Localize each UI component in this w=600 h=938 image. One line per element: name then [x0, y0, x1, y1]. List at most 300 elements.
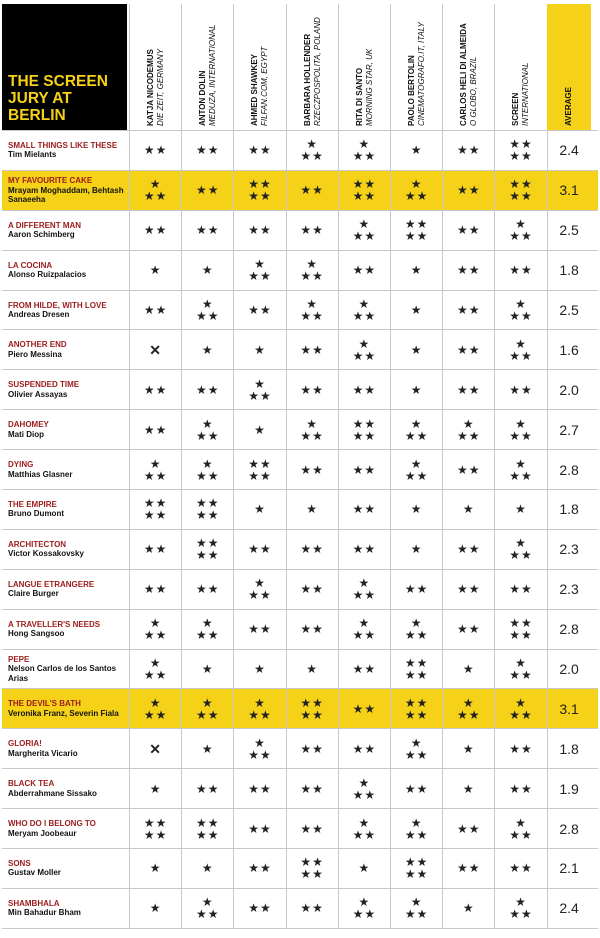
- film-row: [2, 170, 598, 210]
- average-score: 3.1: [547, 171, 591, 210]
- star-icon: ★: [410, 303, 423, 317]
- star-rating-cell: [181, 689, 233, 728]
- star-rating-cell: [338, 410, 390, 449]
- star-rating-cell: [233, 330, 285, 369]
- film-row: [2, 609, 598, 649]
- star-icon: ★★: [509, 861, 533, 876]
- star-rating-cell: [181, 291, 233, 330]
- star-icon: ★: [410, 143, 423, 158]
- film-row: [2, 728, 598, 768]
- film-title: ANOTHER END: [8, 340, 67, 350]
- star-rating-cell: [494, 251, 546, 290]
- star-rating-cell: [233, 849, 285, 888]
- star-icon: ★★: [143, 143, 168, 158]
- star-rating-cell: [442, 211, 494, 250]
- star-rating-cell: [233, 729, 285, 768]
- star-icon: ★★: [248, 223, 272, 238]
- star-icon: ★: [149, 781, 162, 796]
- star-icon: ★★: [196, 143, 220, 158]
- star-rating-cell: [286, 689, 338, 728]
- film-director: Abderrahmane Sissako: [8, 788, 97, 798]
- star-icon: ★★ ★★: [300, 695, 324, 722]
- juror-publication: MORNING STAR, UK: [364, 48, 374, 126]
- juror-name: KATJA NICODEMUS: [146, 49, 156, 126]
- star-icon: ★: [410, 542, 423, 557]
- star-icon: ★ ★★: [509, 416, 533, 443]
- star-rating-cell: [129, 570, 181, 609]
- star-rating-cell: [390, 650, 442, 689]
- star-rating-cell: [338, 849, 390, 888]
- star-icon: ★: [254, 662, 266, 677]
- star-icon: ★ ★★: [352, 217, 377, 244]
- star-rating-cell: [181, 610, 233, 649]
- star-icon: ★ ★★: [300, 257, 324, 284]
- cross-icon: ✕: [149, 341, 162, 358]
- star-icon: ★★: [300, 901, 324, 916]
- film-title: SUSPENDED TIME: [8, 380, 80, 390]
- film-director: Gustav Moller: [8, 868, 61, 878]
- star-rating-cell: [233, 809, 285, 848]
- star-icon: ★ ★★: [404, 177, 429, 204]
- film-director: Mrayam Moghaddam, Behtash Sanaeeha: [8, 185, 124, 205]
- average-score: 2.4: [547, 889, 591, 928]
- star-icon: ★ ★★: [509, 656, 533, 683]
- star-rating-cell: [233, 650, 285, 689]
- star-icon: ★★: [143, 303, 168, 317]
- star-icon: ★★: [457, 303, 481, 317]
- star-icon: ★ ★★: [143, 656, 168, 683]
- film-title: THE DEVIL'S BATH: [8, 699, 81, 709]
- star-rating-cell: [233, 689, 285, 728]
- film-director: Hong Sangsoo: [8, 629, 65, 639]
- film-row: [2, 449, 598, 489]
- star-rating-cell: [181, 729, 233, 768]
- star-rating-cell: [129, 291, 181, 330]
- star-icon: ★★: [457, 542, 481, 557]
- star-icon: ★ ★★: [143, 695, 168, 722]
- average-score: 2.7: [547, 410, 591, 449]
- star-rating-cell: [338, 291, 390, 330]
- film-info: [8, 530, 126, 569]
- star-icon: ★★: [300, 342, 324, 357]
- film-row: [2, 569, 598, 609]
- star-icon: ★★ ★★: [404, 217, 429, 244]
- star-rating-cell: [286, 610, 338, 649]
- star-icon: ★★ ★★: [509, 177, 533, 204]
- star-rating-cell: [494, 171, 546, 210]
- star-rating-cell: [390, 450, 442, 489]
- star-rating-cell: [390, 251, 442, 290]
- table-bottom-border: [2, 928, 598, 929]
- star-icon: ★★: [457, 861, 481, 876]
- star-rating-cell: [233, 610, 285, 649]
- film-info: [8, 769, 126, 808]
- star-rating-cell: [286, 410, 338, 449]
- star-icon: ★ ★★: [196, 297, 220, 323]
- star-rating-cell: [390, 570, 442, 609]
- star-rating-cell: [181, 490, 233, 529]
- film-info: [8, 370, 126, 409]
- film-title: A DIFFERENT MAN: [8, 220, 82, 230]
- film-info: [8, 171, 126, 210]
- star-icon: ★ ★★: [404, 735, 429, 762]
- star-rating-cell: [181, 769, 233, 808]
- film-row: [2, 888, 598, 928]
- star-rating-cell: [390, 211, 442, 250]
- juror-header: [129, 4, 182, 130]
- average-score: 1.8: [547, 490, 591, 529]
- star-icon: ★ ★★: [196, 695, 220, 722]
- film-info: [8, 131, 126, 170]
- film-title: THE EMPIRE: [8, 499, 57, 509]
- film-info: [8, 450, 126, 489]
- star-icon: ★★ ★★: [196, 536, 220, 563]
- star-icon: ★★: [509, 263, 533, 278]
- film-director: Meryam Joobeaur: [8, 828, 77, 838]
- star-rating-cell: [338, 490, 390, 529]
- average-score: 2.8: [547, 809, 591, 848]
- star-rating-cell: [286, 809, 338, 848]
- star-icon: ★: [254, 502, 266, 517]
- film-row: [2, 768, 598, 808]
- star-icon: ★ ★★: [404, 456, 429, 483]
- star-icon: ★★: [509, 781, 533, 796]
- star-icon: ★★: [248, 901, 272, 916]
- star-icon: ★: [254, 422, 266, 437]
- star-rating-cell: [338, 729, 390, 768]
- star-rating-cell: [233, 570, 285, 609]
- star-rating-cell: [390, 490, 442, 529]
- average-label: AVERAGE: [563, 87, 573, 126]
- star-icon: ★: [462, 741, 475, 756]
- average-score: 2.1: [547, 849, 591, 888]
- star-rating-cell: [286, 490, 338, 529]
- star-rating-cell: [233, 410, 285, 449]
- star-icon: ★★: [248, 781, 272, 796]
- star-icon: ★★: [457, 223, 481, 238]
- star-rating-cell: [442, 490, 494, 529]
- star-rating-cell: [286, 370, 338, 409]
- star-rating-cell: [442, 650, 494, 689]
- star-icon: ★: [149, 901, 162, 916]
- star-icon: ★★ ★★: [404, 695, 429, 722]
- film-info: [8, 650, 126, 689]
- star-icon: ★★: [352, 662, 377, 677]
- star-rating-cell: [129, 450, 181, 489]
- star-rating-cell: [233, 530, 285, 569]
- juror-publication: CINEMATOGRAFO.IT, ITALY: [417, 22, 427, 126]
- star-icon: ★ ★★: [509, 217, 533, 244]
- star-rating-cell: [233, 211, 285, 250]
- star-rating-cell: [442, 610, 494, 649]
- star-icon: ★★: [404, 582, 429, 597]
- film-title: MY FAVOURITE CAKE: [8, 176, 93, 186]
- star-icon: ★★: [248, 622, 272, 637]
- star-icon: ★★: [352, 502, 377, 517]
- average-score: 2.5: [547, 211, 591, 250]
- film-row: [2, 130, 598, 170]
- star-rating-cell: [129, 849, 181, 888]
- star-icon: ★★ ★★: [404, 656, 429, 683]
- grid-header: [2, 4, 598, 130]
- star-icon: ★★: [404, 781, 429, 796]
- star-rating-cell: [338, 450, 390, 489]
- star-rating-cell: [494, 889, 546, 928]
- juror-publication: INTERNATIONAL: [521, 62, 531, 126]
- star-rating-cell: [286, 450, 338, 489]
- star-icon: ★: [149, 263, 162, 278]
- star-rating-cell: [233, 171, 285, 210]
- film-row: [2, 369, 598, 409]
- star-rating-cell: [494, 490, 546, 529]
- star-rating-cell: [494, 530, 546, 569]
- star-icon: ★ ★★: [143, 456, 168, 483]
- star-icon: ★ ★★: [352, 137, 377, 164]
- star-icon: ★★: [352, 542, 377, 557]
- star-icon: ★★: [196, 582, 220, 597]
- film-director: Bruno Dumont: [8, 509, 64, 519]
- star-rating-cell: [442, 171, 494, 210]
- star-rating-cell: [286, 769, 338, 808]
- film-info: [8, 849, 126, 888]
- star-rating-cell: [494, 849, 546, 888]
- average-score: 2.4: [547, 131, 591, 170]
- film-director: Matthias Glasner: [8, 469, 73, 479]
- juror-name: CARLOS HELI DI ALMEIDA: [459, 23, 469, 126]
- film-info: [8, 689, 126, 728]
- star-icon: ★★: [300, 622, 324, 637]
- star-icon: ★★: [457, 342, 481, 357]
- star-icon: ★★ ★★: [352, 416, 377, 443]
- star-rating-cell: [181, 450, 233, 489]
- star-icon: ★★: [196, 781, 220, 796]
- juror-name: BARBARA HOLLENDER: [302, 33, 312, 126]
- star-rating-cell: [181, 889, 233, 928]
- star-icon: ★★ ★★: [196, 496, 220, 523]
- star-icon: ★ ★★: [509, 536, 533, 563]
- star-icon: ★ ★★: [352, 616, 377, 643]
- film-title: ARCHITECTON: [8, 539, 67, 549]
- star-rating-cell: [338, 131, 390, 170]
- juror-header: [390, 4, 443, 130]
- film-title: DYING: [8, 460, 34, 470]
- star-rating-cell: [442, 370, 494, 409]
- star-icon: ★: [410, 502, 423, 517]
- star-rating-cell: [494, 370, 546, 409]
- star-icon: ★★: [300, 741, 324, 756]
- jury-grid: [2, 4, 598, 929]
- star-rating-cell: [494, 650, 546, 689]
- star-rating-cell: [233, 450, 285, 489]
- star-rating-cell: [181, 410, 233, 449]
- star-icon: ★: [201, 342, 214, 357]
- star-rating-cell: [390, 729, 442, 768]
- star-icon: ★★: [300, 462, 324, 477]
- juror-publication: DIE ZEIT, GERMANY: [156, 48, 166, 126]
- star-rating-cell: [338, 889, 390, 928]
- film-title: BLACK TEA: [8, 779, 55, 789]
- star-rating-cell: [390, 769, 442, 808]
- star-icon: ★★: [143, 422, 168, 437]
- film-row: [2, 409, 598, 449]
- film-rows: [2, 130, 598, 929]
- star-icon: ★★ ★★: [404, 855, 429, 882]
- star-icon: ★★: [352, 462, 377, 477]
- film-director: Piero Messina: [8, 349, 62, 359]
- juror-publication: MEDUZA, INTERNATIONAL: [208, 24, 218, 126]
- star-icon: ★★: [300, 582, 324, 597]
- film-row: [2, 489, 598, 529]
- star-rating-cell: [494, 410, 546, 449]
- star-icon: ★: [306, 502, 319, 517]
- star-rating-cell: [129, 490, 181, 529]
- star-icon: ★: [201, 861, 214, 876]
- star-icon: ★★: [352, 382, 377, 397]
- star-rating-cell: [338, 650, 390, 689]
- star-icon: ★★: [457, 382, 481, 397]
- star-rating-cell: [494, 729, 546, 768]
- star-icon: ★★: [352, 741, 377, 756]
- star-rating-cell: [442, 291, 494, 330]
- average-score: 2.3: [547, 570, 591, 609]
- star-rating-cell: [286, 650, 338, 689]
- star-rating-cell: [181, 211, 233, 250]
- star-icon: ★ ★★: [143, 177, 168, 204]
- star-rating-cell: [442, 849, 494, 888]
- film-row: [2, 649, 598, 689]
- film-info: [8, 291, 126, 330]
- star-rating-cell: [338, 689, 390, 728]
- star-rating-cell: [181, 809, 233, 848]
- star-icon: ★ ★★: [509, 297, 533, 323]
- star-icon: ★ ★★: [352, 895, 377, 922]
- star-rating-cell: [390, 610, 442, 649]
- star-rating-cell: [494, 610, 546, 649]
- star-icon: ★★: [143, 382, 168, 397]
- average-score: 2.5: [547, 291, 591, 330]
- star-rating-cell: [494, 809, 546, 848]
- star-icon: ★ ★★: [352, 576, 377, 603]
- film-director: Aaron Schimberg: [8, 230, 75, 240]
- star-icon: ★ ★★: [352, 815, 377, 842]
- star-icon: ★★: [248, 303, 272, 317]
- star-icon: ★★: [457, 462, 481, 477]
- star-rating-cell: [181, 171, 233, 210]
- star-icon: ★ ★★: [300, 297, 324, 323]
- star-icon: ★ ★★: [509, 815, 533, 842]
- star-rating-cell: [286, 729, 338, 768]
- film-title: A TRAVELLER'S NEEDS: [8, 619, 101, 629]
- star-icon: ★ ★★: [248, 376, 272, 403]
- star-icon: ★ ★★: [509, 456, 533, 483]
- average-score: 2.8: [547, 610, 591, 649]
- star-rating-cell: [129, 610, 181, 649]
- star-rating-cell: [286, 251, 338, 290]
- star-rating-cell: [390, 889, 442, 928]
- star-icon: ★★: [457, 183, 481, 198]
- star-rating-cell: [494, 450, 546, 489]
- star-rating-cell: [286, 330, 338, 369]
- star-icon: ★★ ★★: [143, 815, 168, 842]
- juror-header: [442, 4, 495, 130]
- star-icon: ★★: [143, 223, 168, 238]
- film-info: [8, 211, 126, 250]
- star-rating-cell: [233, 131, 285, 170]
- juror-header: [338, 4, 391, 130]
- star-icon: ★ ★★: [404, 616, 429, 643]
- film-info: [8, 610, 126, 649]
- star-icon: ★★: [457, 263, 481, 278]
- star-icon: ★ ★★: [509, 695, 533, 722]
- star-rating-cell: [338, 610, 390, 649]
- star-rating-cell: [181, 251, 233, 290]
- average-score: 3.1: [547, 689, 591, 728]
- star-icon: ★★ ★★: [509, 137, 533, 164]
- star-rating-cell: [129, 211, 181, 250]
- star-icon: ★ ★★: [196, 616, 220, 643]
- star-icon: ★★ ★★: [143, 496, 168, 523]
- star-icon: ★ ★★: [248, 695, 272, 722]
- star-icon: ★ ★★: [457, 695, 481, 722]
- star-icon: ★ ★★: [404, 895, 429, 922]
- film-title: FROM HILDE, WITH LOVE: [8, 300, 107, 310]
- star-rating-cell: [286, 889, 338, 928]
- star-icon: ★★: [509, 382, 533, 397]
- star-rating-cell: [442, 450, 494, 489]
- star-icon: ★★: [509, 582, 533, 597]
- star-rating-cell: [129, 251, 181, 290]
- star-rating-cell: [233, 490, 285, 529]
- star-icon: ★★: [300, 781, 324, 796]
- star-rating-cell: [390, 530, 442, 569]
- star-rating-cell: [442, 530, 494, 569]
- star-rating-cell: [129, 889, 181, 928]
- star-icon: ★★: [143, 542, 168, 557]
- star-rating-cell: [129, 410, 181, 449]
- star-rating-cell: [181, 330, 233, 369]
- star-rating-cell: [390, 809, 442, 848]
- star-icon: ★ ★★: [248, 257, 272, 284]
- star-icon: ★: [201, 662, 214, 677]
- star-rating-cell: [338, 171, 390, 210]
- average-score: 1.6: [547, 330, 591, 369]
- film-info: [8, 410, 126, 449]
- star-rating-cell: [494, 291, 546, 330]
- star-rating-cell: [129, 530, 181, 569]
- film-director: Mati Diop: [8, 429, 44, 439]
- star-icon: ★ ★★: [196, 416, 220, 443]
- star-icon: ★★: [457, 821, 481, 836]
- star-icon: ★ ★★: [404, 815, 429, 842]
- average-score: 1.9: [547, 769, 591, 808]
- film-title: WHO DO I BELONG TO: [8, 819, 96, 829]
- average-score: 2.8: [547, 450, 591, 489]
- star-icon: ★★ ★★: [509, 616, 533, 643]
- film-info: [8, 729, 126, 768]
- star-rating-cell: [338, 251, 390, 290]
- star-rating-cell: [181, 370, 233, 409]
- star-icon: ★: [306, 662, 319, 677]
- film-row: [2, 210, 598, 250]
- film-row: [2, 329, 598, 369]
- star-rating-cell: [494, 689, 546, 728]
- star-rating-cell: [442, 729, 494, 768]
- film-info: [8, 809, 126, 848]
- star-icon: ★: [201, 741, 214, 756]
- star-rating-cell: [338, 809, 390, 848]
- star-icon: ★ ★★: [196, 895, 220, 922]
- star-icon: ★ ★★: [352, 775, 377, 802]
